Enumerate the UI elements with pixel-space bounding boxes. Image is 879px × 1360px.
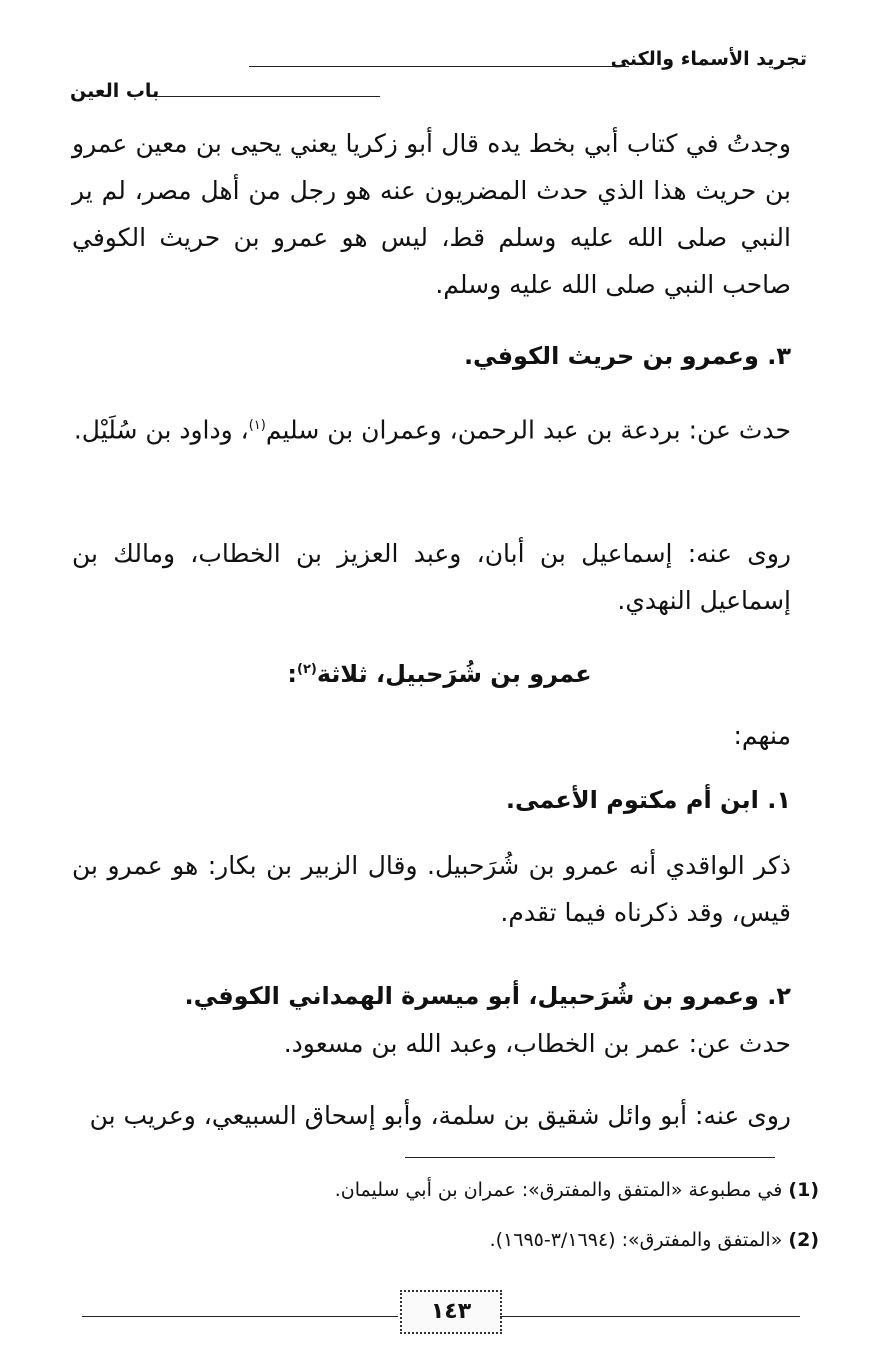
page-number: ١٤٣ [400,1290,502,1334]
section-heading [0,648,879,696]
footnote-2-number: (2) [788,1229,819,1251]
narrated-from-text-b: ، وداود بن سُلَيْل. [73,415,249,445]
narrated-from-text-a: حدث عن: بردعة بن عبد الرحمن، وعمران بن سليم [265,415,791,445]
running-header-title: تجريد الأسماء والكنى [610,48,807,70]
entry-heading-1: ١. ابن أم مكتوم الأعمى. [505,786,791,814]
entry-heading-2: ٢. وعمرو بن شُرَحبيل، أبو ميسرة الهمداني الكوفي. [184,982,791,1010]
paragraph-ibn-main-note: وجدتُ في كتاب أبي بخط يده قال أبو زكريا يعني يحيى بن معين عمرو بن حريث هذا الذي حدث المضريون عنه هو رجل من أهل مصر، لم ير النبي صلى الله عليه وسلم قط، ليس هو عمرو بن حريث الكوفي صاحب النبي صلى الله عليه وسلم. [72,129,791,299]
footnote-rule [405,1157,775,1158]
footnote-2 [490,1226,819,1254]
section-heading-text: عمرو بن شُرَحبيل، ثلاثة [316,660,592,688]
footnote-ref-1[interactable]: (١) [248,418,266,433]
section-heading-colon: : [287,660,297,688]
narrated-from-paragraph-2: حدث عن: عمر بن الخطاب، وعبد الله بن مسعود. [283,1029,791,1058]
header-rule [249,66,629,67]
narrators-paragraph-2: روى عنه: أبو وائل شقيق بن سلمة، وأبو إسحاق السبيعي، وعريب بن [89,1101,791,1130]
footnote-1-text: في مطبوعة «المتفق والمفترق»: عمران بن أبي سليمان. [334,1179,783,1201]
footnote-ref-2[interactable]: (٢) [296,662,317,677]
entry-heading-3: ٣. وعمرو بن حريث الكوفي. [463,342,791,370]
footnote-1-number: (1) [788,1179,819,1201]
page-number-rule-right [500,1316,800,1317]
footnote-2-text: «المتفق والمفترق»: (٣/١٦٩٤-١٦٩٥). [489,1229,783,1251]
narrated-from-paragraph [72,402,791,453]
running-header-chapter: باب العين [70,80,160,102]
paragraph-waqidi: ذكر الواقدي أنه عمرو بن شُرَحبيل. وقال الزبير بن بكار: هو عمرو بن قيس، وقد ذكرناه فيما تقدم. [72,851,791,927]
header-rule-chapter [150,96,380,97]
footnote-1 [335,1176,819,1204]
narrators-paragraph: روى عنه: إسماعيل بن أبان، وعبد العزيز بن الخطاب، ومالك بن إسماعيل النهدي. [72,539,791,615]
page-number-rule-left [82,1316,398,1317]
minhum-label: منهم: [733,721,791,750]
